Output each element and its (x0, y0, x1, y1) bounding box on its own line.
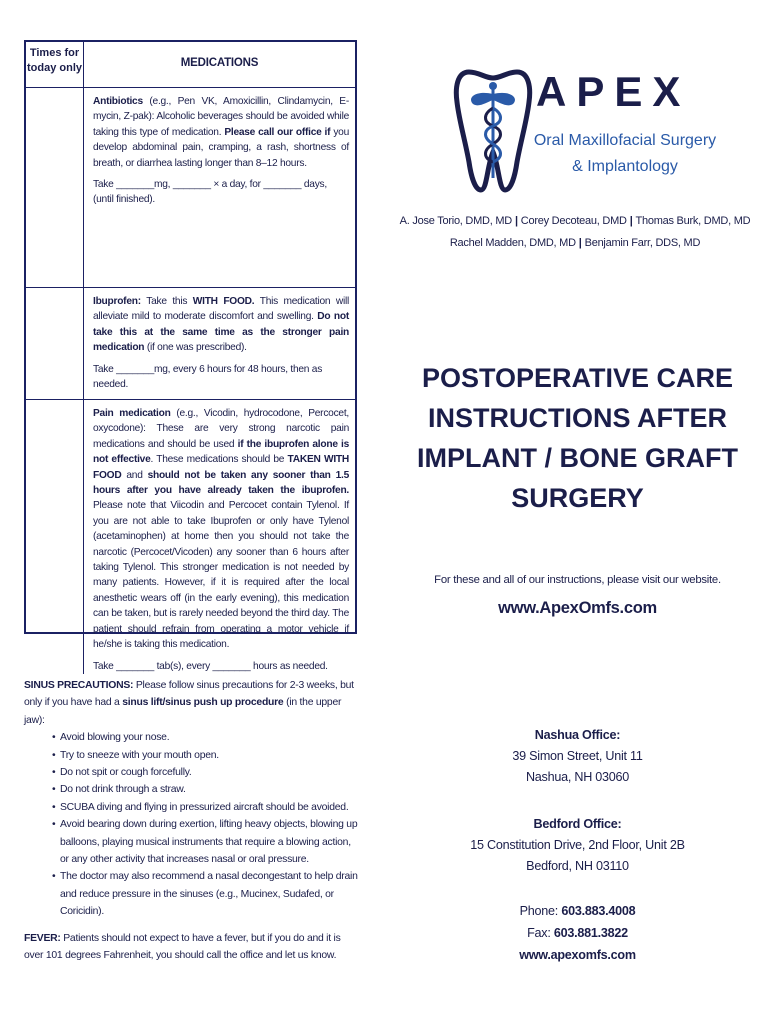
medications-header: MEDICATIONS (84, 42, 355, 88)
doctors-line-2: Rachel Madden, DMD, MD | Benjamin Farr, DDS, MD (449, 237, 701, 249)
antibiotics-time-cell (26, 88, 84, 288)
times-column-header: Times for today only (26, 42, 84, 88)
list-item: • Do not spit or cough forcefully. (54, 764, 358, 781)
website-note: For these and all of our instructions, please visit our website. (434, 574, 721, 586)
sinus-list (24, 729, 358, 920)
website-link[interactable]: www.ApexOmfs.com (498, 599, 657, 617)
pain-medication-cell (84, 400, 355, 674)
antibiotics-cell (84, 88, 355, 288)
contact-website-link[interactable]: www.apexomfs.com (519, 948, 636, 962)
page-title: POSTOPERATIVE CARE INSTRUCTIONS AFTER IMPLANT / BONE GRAFT SURGERY (417, 363, 738, 513)
ibuprofen-time-cell (26, 288, 84, 400)
ibuprofen-text: Ibuprofen: Take this WITH FOOD. This medication will alleviate mild to moderate discomfort and swelling. Do not take this at the same time as the stronger pain medication (if one was prescribed). (93, 296, 350, 354)
list-item: • The doctor may also recommend a nasal decongestant to help drain and reduce pressure in the sinuses (e.g., Mucinex, Sudafed, or Coricidin). (54, 868, 358, 920)
doctors-list (395, 210, 755, 254)
antibiotics-text: Antibiotics (e.g., Pen VK, Amoxicillin, Clindamycin, E-mycin, Z-pak): Alcoholic beverages should be avoided while taking this type of medication. Please call our office if you develop abdominal pain, cramping, a rash, shortness of breath, or diarrhea lasting longer than 8–12 hours. (93, 96, 349, 169)
doctors-line-1: A. Jose Torio, DMD, MD | Corey Decoteau, DMD | Thomas Burk, DMD, MD (399, 215, 751, 227)
antibiotics-dosage-line: Take _______mg, _______ × a day, for _______ days, (until finished). (93, 179, 327, 206)
pain-dosage-line: Take _______ tab(s), every _______ hours as needed. (93, 660, 328, 672)
sinus-precautions (24, 677, 358, 921)
list-item: • Avoid bearing down during exertion, lifting heavy objects, blowing up balloons, playing musical instruments that require a blowing action, or any other activity that increases nasal or oral pressure. (54, 816, 358, 868)
pain-time-cell (26, 400, 84, 674)
brand-name: APEX (536, 68, 691, 115)
ibuprofen-dosage-line: Take _______mg, every 6 hours for 48 hours, then as needed. (93, 363, 323, 391)
list-item: • SCUBA diving and flying in pressurized aircraft should be avoided. (54, 799, 358, 816)
list-item: • Try to sneeze with your mouth open. (54, 747, 358, 764)
list-item: • Do not drink through a straw. (54, 781, 358, 798)
nashua-office: Nashua Office: 39 Simon Street, Unit 11 Nashua, NH 03060 (512, 728, 643, 784)
list-item: • Avoid blowing your nose. (54, 729, 358, 746)
ibuprofen-cell (84, 288, 355, 400)
medications-table (24, 40, 357, 672)
brand-tagline: Oral Maxillofacial Surgery & Implantology (533, 132, 717, 175)
fax-number: 603.881.3822 (553, 926, 628, 940)
phone-number[interactable]: 603.883.4008 (561, 904, 636, 918)
bedford-office: Bedford Office: 15 Constitution Drive, 2nd Floor, Unit 2B Bedford, NH 03110 (470, 817, 685, 873)
sinus-intro: SINUS PRECAUTIONS: Please follow sinus precautions for 2-3 weeks, but only if you have had a sinus lift/sinus push up procedure (in the upper jaw): (24, 680, 354, 726)
fever-note: FEVER: Patients should not expect to have a fever, but if you do and it is over 101 degrees Fahrenheit, you should call the office and let us know. (24, 933, 341, 961)
contact-info (430, 900, 725, 966)
phone-line: Phone: 603.883.4008 (519, 904, 636, 918)
pain-medication-text: Pain medication (e.g., Vicodin, hydrocodone, Percocet, oxycodone): These are very strong narcotic pain medications and should be used if the ibuprofen alone is not effective. These medications should be TAKEN WITH FOOD and should not be taken any sooner than 1.5 hours after you have already taken the ibuprofen. Please note that Viicodin and Percocet contain Tylenol. If you are not able to take Ibuprofen or only have Tylenol (acetaminophen) at home then you should not take the narcotic (Percocet/Vicoden) any sooner than 6 hours after taking Tylenol. This stronger medication is not needed by many patients. However, if it is required after the local anesthetic wears off (in the early evening), this medication can be taken, but is rarely needed beyond the third day. The patient should refrain from operating a motor vehicle if he/she is taking this medication. (93, 408, 350, 651)
fax-line: Fax: 603.881.3822 (527, 926, 628, 940)
